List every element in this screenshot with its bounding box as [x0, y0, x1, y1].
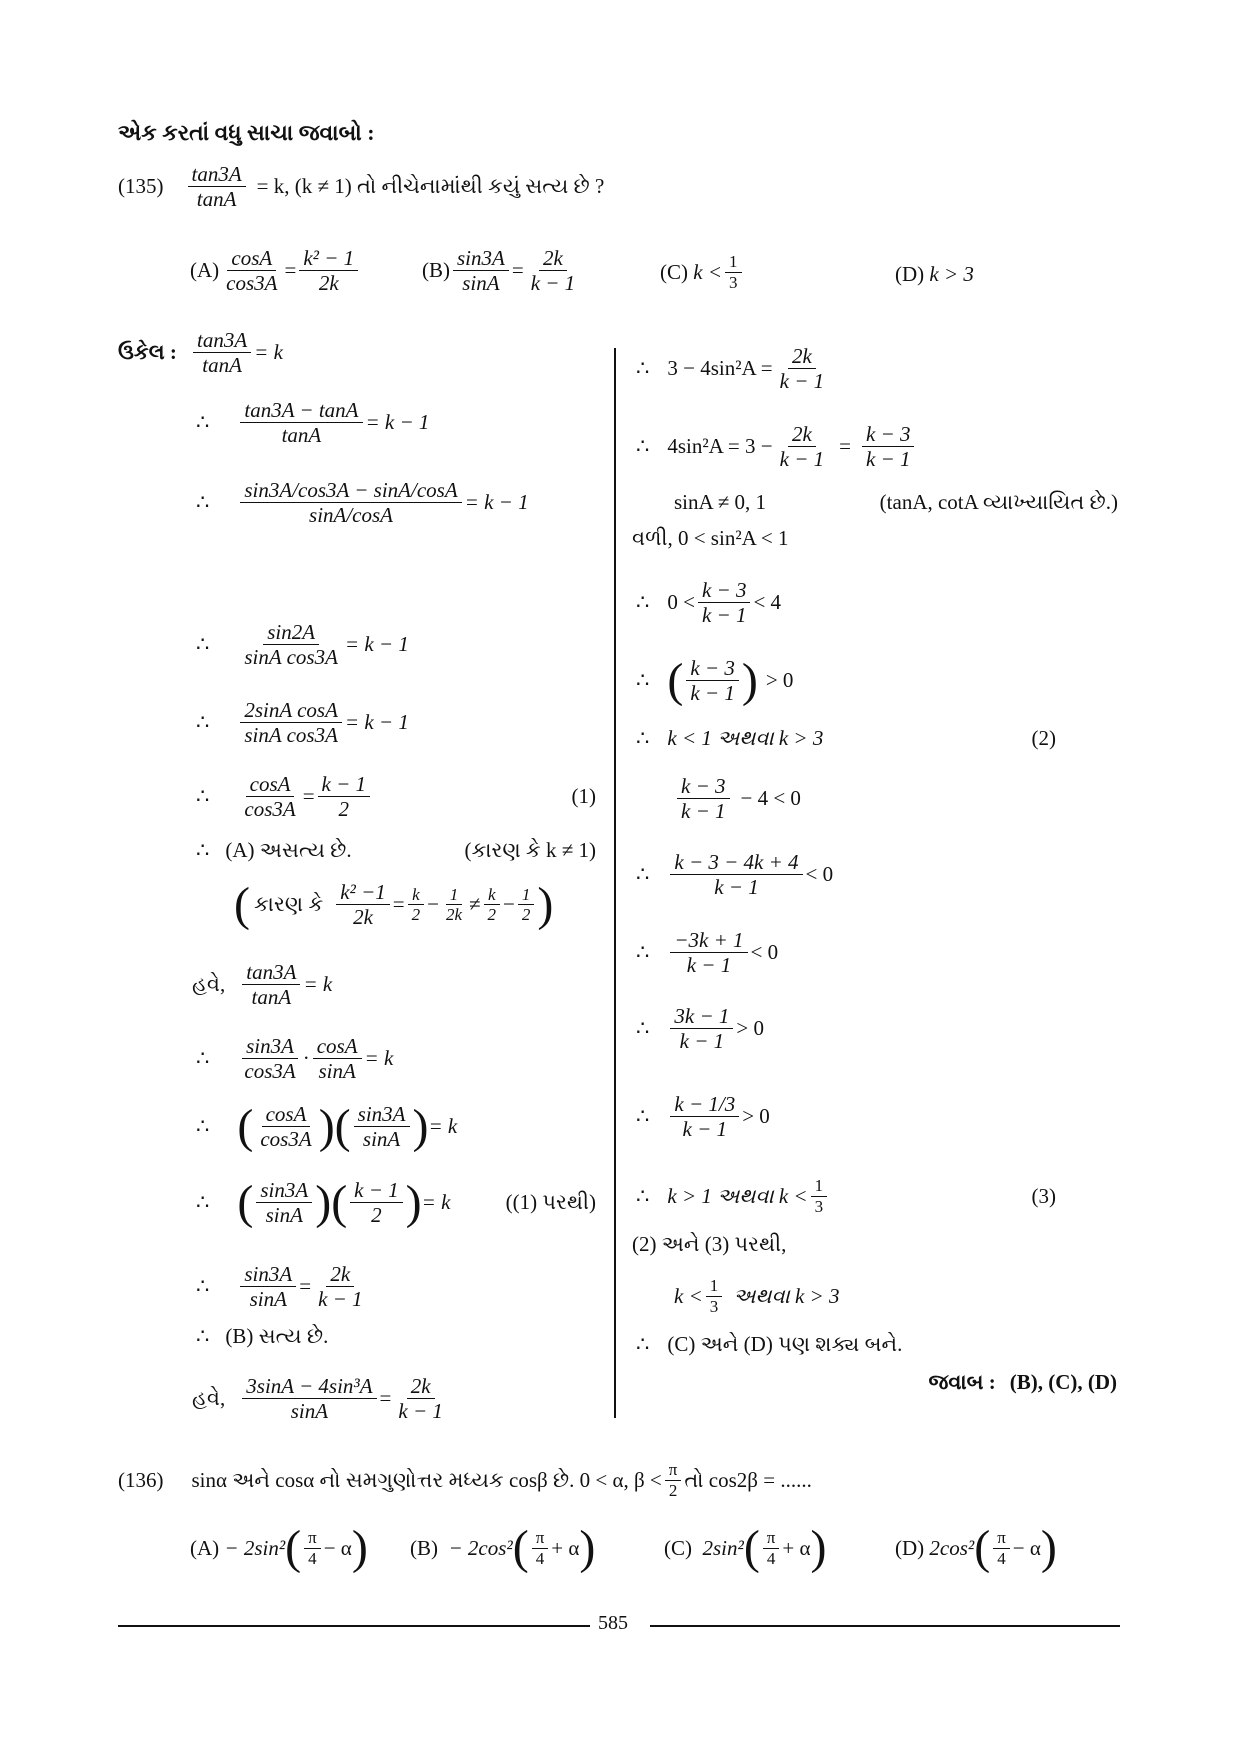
- fraction-numerator: k − 3: [677, 774, 730, 799]
- left-step-10: [196, 1034, 393, 1083]
- fraction-denominator: k − 1: [530, 271, 576, 296]
- fraction-denominator: 2k: [353, 905, 373, 930]
- option-text: − α: [323, 1535, 352, 1560]
- right-step-15: [674, 1276, 839, 1316]
- left-step-4: [196, 620, 409, 669]
- fraction-denominator: k − 1: [779, 369, 825, 394]
- fraction-denominator: cos3A: [260, 1127, 312, 1152]
- step-text: k <: [674, 1283, 703, 1308]
- option-text: k <: [693, 259, 722, 284]
- right-step-9: [636, 850, 833, 899]
- left-step-9: [192, 960, 332, 1009]
- fraction-numerator: 1: [706, 1276, 723, 1297]
- right-step-1: [636, 344, 831, 393]
- option-label: (C): [660, 259, 688, 284]
- right-step-8: [674, 774, 801, 823]
- fraction-denominator: sinA cos3A: [244, 723, 338, 748]
- fraction-numerator: k − 3: [686, 656, 739, 681]
- fraction-numerator: sin3A/cos3A − sinA/cosA: [240, 478, 461, 503]
- equals-sign: =: [299, 1274, 312, 1299]
- fraction-numerator: 1: [725, 252, 742, 273]
- fraction-numerator: k − 3 − 4k + 4: [670, 850, 802, 875]
- option-a: (A) $\frac{\cos A}{\cos 3A}$ = $\frac{\text{k² − 1}}{2k}$: [190, 246, 361, 295]
- therefore-symbol: ∴: [636, 1104, 650, 1129]
- step-text: 4sin²A = 3 −: [667, 434, 773, 459]
- therefore-symbol: ∴: [636, 668, 650, 693]
- fraction-denominator: sinA: [290, 1399, 329, 1424]
- fraction-numerator: cosA: [313, 1034, 362, 1059]
- fraction-denominator: 3: [729, 272, 738, 292]
- right-step-3: [674, 490, 1118, 515]
- step-text: k < 1 અથવા k > 3: [667, 726, 824, 750]
- fraction-numerator: 1: [811, 1176, 828, 1197]
- fraction-numerator: k: [408, 885, 424, 906]
- fraction-denominator: cos3A: [244, 1059, 296, 1084]
- fraction-denominator: k − 1: [714, 875, 759, 900]
- fraction-numerator: cosA: [262, 1102, 311, 1127]
- stem-text: તો cos2β = ......: [684, 1467, 812, 1492]
- right-step-16: [636, 1332, 902, 1357]
- not-equal-sign: ≠: [468, 892, 481, 917]
- fraction-denominator: 2: [338, 797, 350, 822]
- fraction-numerator: tan3A − tanA: [240, 398, 362, 423]
- step-note: (tanA, cotA વ્યાખ્યાયિત છે.): [879, 490, 1118, 514]
- fraction-numerator: 2k: [539, 246, 567, 271]
- question-number: (135): [118, 174, 164, 199]
- fraction-denominator: sinA cos3A: [244, 645, 338, 670]
- stem-text: = k, (k ≠ 1) તો નીચેનામાંથી કયું સત્ય છે ?: [256, 174, 605, 199]
- option-text: 2sin²: [702, 1535, 744, 1560]
- fraction-denominator: tanA: [196, 187, 237, 212]
- left-step-12: ∴ ( $\frac{\sin 3A}{\sin A}$ ) ( $\frac{k - 1}{2}$ ) = k ((1) પરથી): [196, 1175, 596, 1229]
- step-text: < 0: [750, 940, 779, 965]
- fraction-numerator: tan3A: [242, 960, 300, 985]
- step-text: 3 − 4sin²A =: [667, 356, 773, 381]
- step-text: અથવા k > 3: [733, 1283, 840, 1308]
- left-step-6: [196, 772, 596, 821]
- option-text: 2cos²: [929, 1535, 975, 1560]
- option-text: − α: [1012, 1535, 1041, 1560]
- fraction-numerator: π: [763, 1528, 780, 1549]
- step-text: = k − 1: [344, 710, 409, 735]
- right-paren: ): [537, 877, 554, 931]
- equation-tag: (2): [1031, 726, 1056, 750]
- left-step-1: [190, 328, 283, 377]
- column-divider: [614, 348, 616, 1418]
- therefore-symbol: ∴: [196, 784, 210, 809]
- step-text: = k: [421, 1190, 451, 1215]
- therefore-symbol: ∴: [196, 1046, 210, 1071]
- step-text: > 0: [742, 1104, 770, 1129]
- fraction-denominator: k − 1: [686, 953, 732, 978]
- option-b: (B) $\frac{\sin 3A}{\sin A}$ = $\frac{2k}{k - 1}$: [422, 246, 582, 295]
- fraction-numerator: sin3A: [354, 1102, 410, 1127]
- option-text: + α: [782, 1535, 811, 1560]
- therefore-symbol: ∴: [636, 1332, 650, 1356]
- step-text: (C) અને (D) પણ શક્ય બને.: [667, 1332, 903, 1356]
- therefore-symbol: ∴: [636, 434, 650, 459]
- fraction-numerator: tan3A: [188, 162, 246, 187]
- therefore-symbol: ∴: [196, 1324, 210, 1348]
- fraction-denominator: k − 1: [701, 603, 747, 628]
- step-text: (B) સત્ય છે.: [225, 1324, 329, 1348]
- fraction-numerator: π: [993, 1528, 1010, 1549]
- option-label: (A): [190, 1535, 220, 1560]
- step-text: = k: [254, 340, 283, 365]
- equation-tag: (1): [571, 784, 596, 809]
- option-text: k > 3: [929, 262, 974, 286]
- step-text: sinA ≠ 0, 1: [674, 490, 767, 514]
- left-paren: (: [234, 877, 250, 931]
- option-text: − 2cos²: [448, 1535, 513, 1560]
- fraction-numerator: 3k − 1: [670, 1004, 733, 1029]
- fraction-denominator: 2: [371, 1203, 382, 1228]
- option-d: [895, 262, 974, 287]
- fraction-denominator: k − 1: [398, 1399, 443, 1424]
- fraction-numerator: 2sinA cosA: [240, 698, 342, 723]
- fraction-numerator: k: [484, 885, 500, 906]
- fraction-numerator: sin3A: [242, 1034, 298, 1059]
- right-step-6: ∴ ( $\frac{k - 3}{k - 1}$ ) > 0: [636, 653, 794, 707]
- step-text: = k: [303, 972, 333, 997]
- step-prefix: હવે,: [192, 1386, 226, 1411]
- fraction-denominator: cos3A: [226, 271, 278, 296]
- step-text: = k − 1: [365, 410, 430, 435]
- equals-sign: =: [392, 892, 405, 917]
- fraction-denominator: 3: [814, 1196, 824, 1216]
- question-136-stem: [118, 1460, 812, 1500]
- option-label: (C): [664, 1535, 692, 1560]
- therefore-symbol: ∴: [636, 1016, 650, 1041]
- left-step-15: [192, 1374, 450, 1423]
- fraction-denominator: k − 1: [318, 1287, 363, 1312]
- fraction-numerator: π: [665, 1460, 682, 1481]
- fraction-numerator: π: [532, 1528, 549, 1549]
- fraction-numerator: 2k: [788, 344, 816, 369]
- q136-option-d: (D) 2cos² ( $\frac{\pi}{4}$ − α ): [895, 1521, 1057, 1574]
- step-text: < 0: [805, 862, 834, 887]
- section-heading: એક કરતાં વધુ સાચા જવાબો :: [118, 120, 375, 145]
- step-text: k > 1 અથવા k <: [667, 1183, 808, 1208]
- stem-text: sinα અને cosα નો સમગુણોત્તર મધ્યક cosβ છે. 0 < α, β <: [191, 1467, 662, 1492]
- step-text: =: [302, 784, 315, 809]
- fraction-denominator: 2: [411, 905, 421, 925]
- answer-line: [929, 1370, 1118, 1395]
- fraction-numerator: sin2A: [263, 620, 319, 645]
- left-step-13: [196, 1262, 370, 1311]
- option-text: − 2sin²: [224, 1535, 286, 1560]
- fraction-numerator: 2k: [326, 1262, 354, 1287]
- fraction-numerator: 1: [446, 885, 463, 906]
- option-c: [660, 252, 745, 292]
- fraction-denominator: k − 1: [682, 1117, 728, 1142]
- option-label: (A): [190, 258, 220, 283]
- right-step-7: [636, 726, 1056, 751]
- right-step-14: (2) અને (3) પરથી,: [632, 1232, 787, 1256]
- fraction-numerator: k² −1: [336, 880, 390, 905]
- answer-label: જવાબ :: [928, 1370, 996, 1394]
- therefore-symbol: ∴: [636, 726, 650, 750]
- fraction-numerator: k − 1: [350, 1178, 403, 1203]
- therefore-symbol: ∴: [636, 1183, 650, 1208]
- fraction-denominator: tanA: [281, 423, 322, 448]
- fraction-denominator: 4: [766, 1548, 776, 1568]
- left-step-8: ( કારણ કે $\frac{\text{k² −1}}{2k}$ = $\frac{k}{2}$ − $\frac{1}{2k}$ ≠ $\frac{k}{2}$ − $\frac{1}{2}$ ): [234, 877, 554, 931]
- therefore-symbol: ∴: [196, 710, 210, 735]
- fraction-numerator: −3k + 1: [670, 928, 747, 953]
- right-step-4: વળી, 0 < sin²A < 1: [632, 526, 789, 550]
- step-note: ((1) પરથી): [505, 1190, 596, 1215]
- fraction-numerator: k − 1/3: [670, 1092, 739, 1117]
- footer-rule-right: [650, 1625, 1120, 1627]
- fraction-numerator: k − 3: [862, 422, 915, 447]
- question-number: (136): [118, 1467, 164, 1492]
- option-label: (D): [895, 1535, 925, 1560]
- step-text: કારણ કે: [253, 892, 324, 917]
- fraction-denominator: tanA: [251, 985, 292, 1010]
- left-step-14: [196, 1324, 328, 1349]
- fraction-numerator: sin3A: [453, 246, 509, 271]
- right-step-12: [636, 1092, 770, 1141]
- therefore-symbol: ∴: [636, 356, 650, 381]
- left-step-7: [196, 838, 596, 863]
- fraction-denominator: 2: [487, 905, 497, 925]
- therefore-symbol: ∴: [636, 862, 650, 887]
- fraction-denominator: sinA: [318, 1059, 356, 1084]
- fraction-denominator: sinA: [362, 1127, 401, 1152]
- fraction-numerator: 2k: [407, 1374, 435, 1399]
- fraction-denominator: k − 1: [779, 447, 825, 472]
- left-step-5: [196, 698, 409, 747]
- page-number: 585: [598, 1612, 628, 1634]
- fraction-denominator: tanA: [202, 353, 242, 378]
- fraction-denominator: 4: [535, 1548, 545, 1568]
- q136-option-a: (A) − 2sin² ( $\frac{\pi}{4}$ − α ): [190, 1521, 368, 1574]
- fraction-numerator: k − 1: [318, 772, 371, 797]
- step-text: = k: [428, 1114, 458, 1139]
- fraction-numerator: sin3A: [240, 1262, 296, 1287]
- fraction-denominator: sinA/cosA: [309, 503, 394, 528]
- footer-rule-left: [118, 1625, 590, 1627]
- fraction-denominator: 2: [521, 905, 531, 925]
- fraction-numerator: 1: [518, 885, 535, 906]
- therefore-symbol: ∴: [196, 410, 210, 435]
- right-step-2: [636, 422, 917, 471]
- step-note: (કારણ કે k ≠ 1): [464, 838, 596, 862]
- multiplication-dot: ·: [302, 1046, 310, 1071]
- fraction-denominator: k − 1: [679, 1029, 725, 1054]
- answer-value: (B), (C), (D): [1009, 1370, 1117, 1394]
- step-text: − 4 < 0: [740, 786, 801, 811]
- step-text: 0 <: [667, 590, 695, 615]
- fraction-numerator: k² − 1: [299, 246, 358, 271]
- right-step-10: [636, 928, 778, 977]
- step-prefix: હવે,: [192, 972, 226, 997]
- fraction-numerator: cosA: [227, 246, 276, 271]
- fraction-denominator: k − 1: [681, 799, 726, 824]
- fraction-denominator: 2k: [318, 271, 339, 296]
- step-text: > 0: [765, 668, 794, 693]
- equals-sign: =: [839, 434, 851, 459]
- fraction-numerator: 3sinA − 4sin³A: [242, 1374, 376, 1399]
- right-step-13: [636, 1176, 1056, 1216]
- fraction-denominator: k − 1: [690, 681, 735, 706]
- step-text: > 0: [736, 1016, 764, 1041]
- fraction-numerator: tan3A: [193, 328, 251, 353]
- q136-option-b: (B) − 2cos² ( $\frac{\pi}{4}$ + α ): [410, 1521, 596, 1574]
- left-step-2: [196, 398, 429, 447]
- left-step-11: ∴ ( $\frac{\cos A}{\cos 3A}$ ) ( $\frac{\sin 3A}{\sin A}$ ) = k: [196, 1099, 458, 1153]
- right-step-5: [636, 578, 781, 627]
- right-step-11: [636, 1004, 764, 1053]
- q136-option-c: (C) 2sin² ( $\frac{\pi}{4}$ + α ): [664, 1521, 827, 1574]
- fraction-numerator: k − 3: [698, 578, 751, 603]
- therefore-symbol: ∴: [196, 632, 210, 657]
- step-text: = k − 1: [344, 632, 409, 657]
- option-label: (B): [410, 1535, 438, 1560]
- question-135-stem: [118, 162, 604, 211]
- fraction-denominator: 2: [668, 1480, 678, 1500]
- equation-tag: (3): [1031, 1183, 1056, 1208]
- solution-label: ઉકેલ :: [118, 340, 177, 364]
- therefore-symbol: ∴: [196, 1190, 210, 1215]
- fraction-denominator: cos3A: [244, 797, 296, 822]
- therefore-symbol: ∴: [636, 940, 650, 965]
- fraction-numerator: 2k: [788, 422, 816, 447]
- left-step-3: [196, 478, 529, 527]
- therefore-symbol: ∴: [196, 490, 210, 515]
- step-text: = k: [364, 1046, 394, 1071]
- fraction-denominator: 2k: [445, 905, 462, 925]
- fraction-denominator: sinA: [265, 1203, 303, 1228]
- therefore-symbol: ∴: [196, 1274, 210, 1299]
- option-text: + α: [551, 1535, 580, 1560]
- therefore-symbol: ∴: [636, 590, 650, 615]
- fraction-denominator: 4: [308, 1548, 317, 1568]
- fraction-numerator: π: [304, 1528, 321, 1549]
- fraction-denominator: 4: [997, 1548, 1006, 1568]
- step-text: < 4: [753, 590, 782, 615]
- therefore-symbol: ∴: [196, 838, 210, 862]
- fraction-denominator: sinA: [462, 271, 500, 296]
- fraction-denominator: k − 1: [865, 447, 911, 472]
- fraction-numerator: sin3A: [256, 1178, 312, 1203]
- option-label: (B): [422, 258, 450, 283]
- step-text: = k − 1: [464, 490, 529, 515]
- step-text: (A) અસત્ય છે.: [225, 838, 352, 862]
- equals-sign: =: [379, 1386, 392, 1411]
- therefore-symbol: ∴: [196, 1114, 210, 1139]
- fraction-denominator: 3: [709, 1296, 719, 1316]
- fraction-numerator: cosA: [246, 772, 295, 797]
- fraction-denominator: sinA: [249, 1287, 287, 1312]
- option-label: (D): [895, 262, 925, 286]
